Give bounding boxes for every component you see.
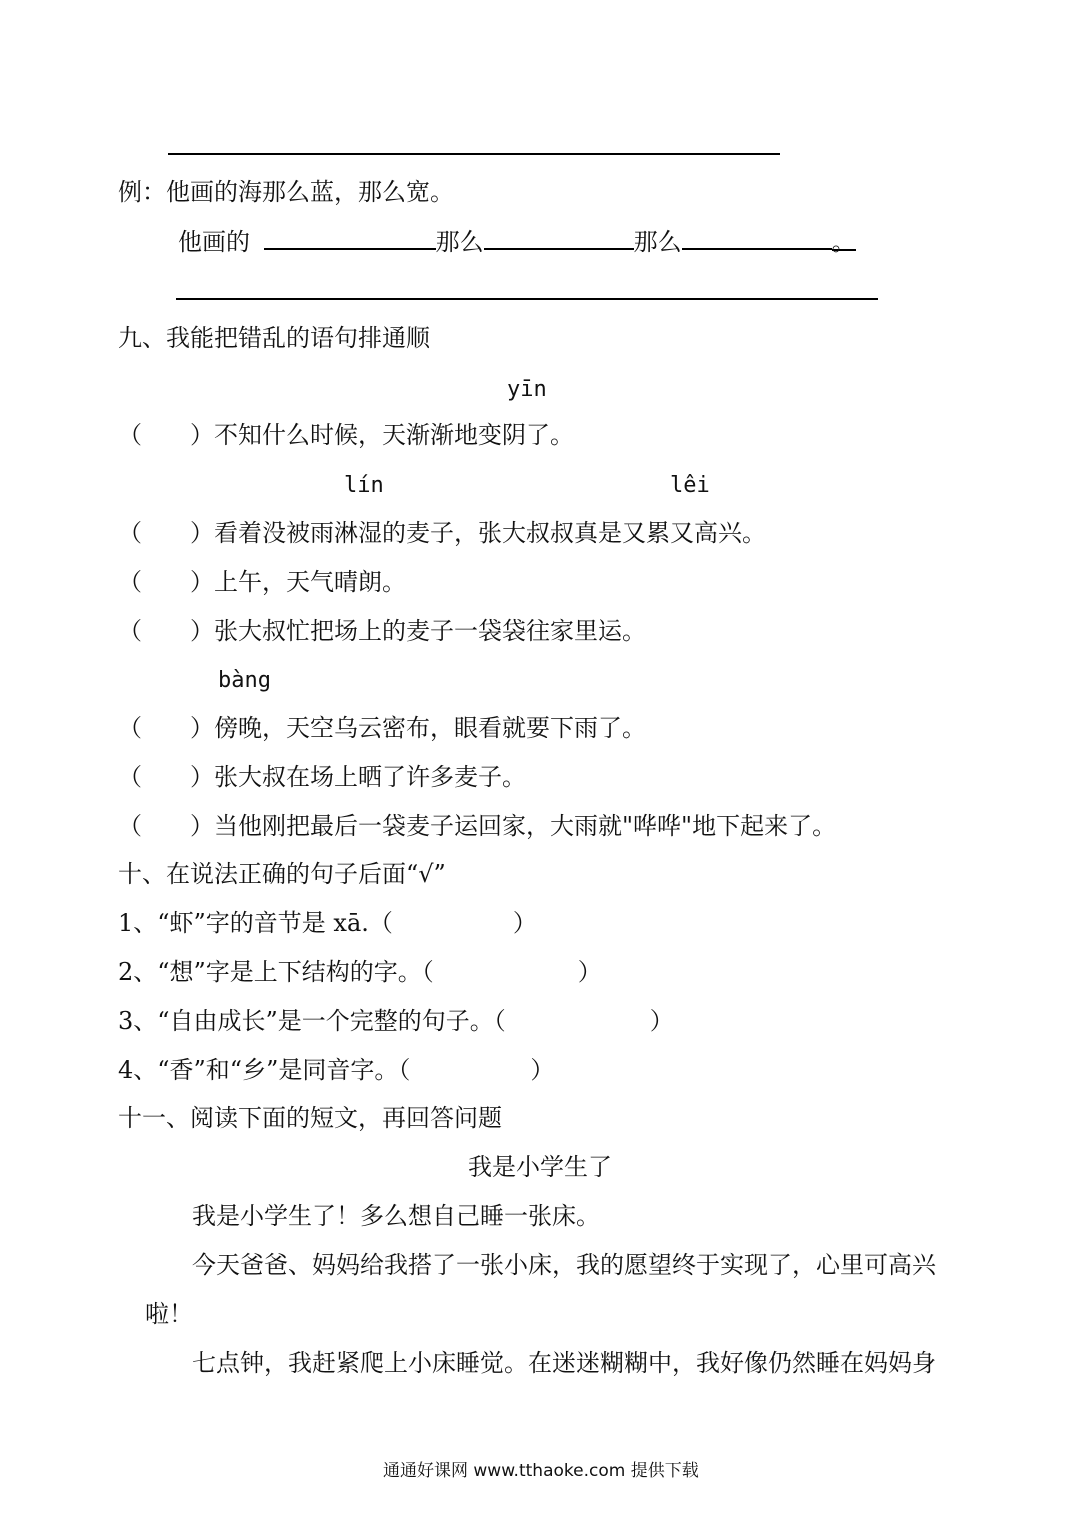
- reorder-item-1: （ ）不知什么时候，天渐渐地变阴了。: [118, 421, 574, 449]
- story-paragraph-3: 七点钟，我赶紧爬上小床睡觉。在迷迷糊糊中，我好像仍然睡在妈妈身: [192, 1349, 936, 1377]
- section11-title: 十一、阅读下面的短文，再回答问题: [118, 1104, 502, 1132]
- reorder-item-4: （ ）张大叔忙把场上的麦子一袋袋往家里运。: [118, 617, 646, 645]
- answer-line-2: [176, 298, 878, 300]
- blank-1[interactable]: [264, 226, 436, 250]
- pinyin-bang: bàng: [218, 668, 271, 693]
- reorder-item-5: （ ）傍晚，天空乌云密布，眼看就要下雨了。: [118, 714, 646, 742]
- reorder-item-7: （ ）当他刚把最后一袋麦子运回家，大雨就"哗哗"地下起来了。: [118, 812, 837, 840]
- reorder-item-2: （ ）看着没被雨淋湿的麦子，张大叔叔真是又累又高兴。: [118, 519, 766, 547]
- blank-3[interactable]: [682, 226, 832, 250]
- pinyin-lin: lín: [344, 473, 384, 498]
- reorder-item-6: （ ）张大叔在场上晒了许多麦子。: [118, 763, 526, 791]
- answer-line-top: [168, 153, 780, 155]
- story-paragraph-1: 我是小学生了！多么想自己睡一张床。: [192, 1202, 600, 1230]
- blank-2[interactable]: [484, 226, 634, 250]
- section10-title: 十、在说法正确的句子后面“√”: [118, 860, 446, 888]
- reorder-item-3: （ ）上午，天气晴朗。: [118, 568, 406, 596]
- template-mid-1: 那么: [435, 228, 484, 256]
- judge-item-4: 4、“香”和“乡”是同音字。（ ）: [118, 1056, 555, 1084]
- judge-item-2: 2、“想”字是上下结构的字。（ ）: [118, 958, 602, 986]
- pinyin-lei: lêi: [670, 473, 710, 498]
- section9-title: 九、我能把错乱的语句排通顺: [118, 324, 430, 352]
- template-mid-2: 那么: [633, 228, 682, 256]
- template-end: 。: [831, 228, 856, 256]
- example-template: [178, 226, 856, 257]
- story-paragraph-2-cont: 啦！: [145, 1300, 193, 1328]
- judge-item-3: 3、“自由成长”是一个完整的句子。（ ）: [118, 1007, 674, 1035]
- example-sentence: 例：他画的海那么蓝，那么宽。: [118, 178, 454, 206]
- pinyin-yin: yīn: [507, 377, 547, 402]
- template-start: 他画的: [178, 228, 250, 256]
- story-paragraph-2: 今天爸爸、妈妈给我搭了一张小床，我的愿望终于实现了，心里可高兴: [192, 1251, 936, 1279]
- story-title: 我是小学生了: [468, 1153, 612, 1181]
- judge-item-1: 1、“虾”字的音节是 xā.（ ）: [118, 909, 537, 937]
- page-footer: 通通好课网 www.tthaoke.com 提供下载: [383, 1461, 699, 1481]
